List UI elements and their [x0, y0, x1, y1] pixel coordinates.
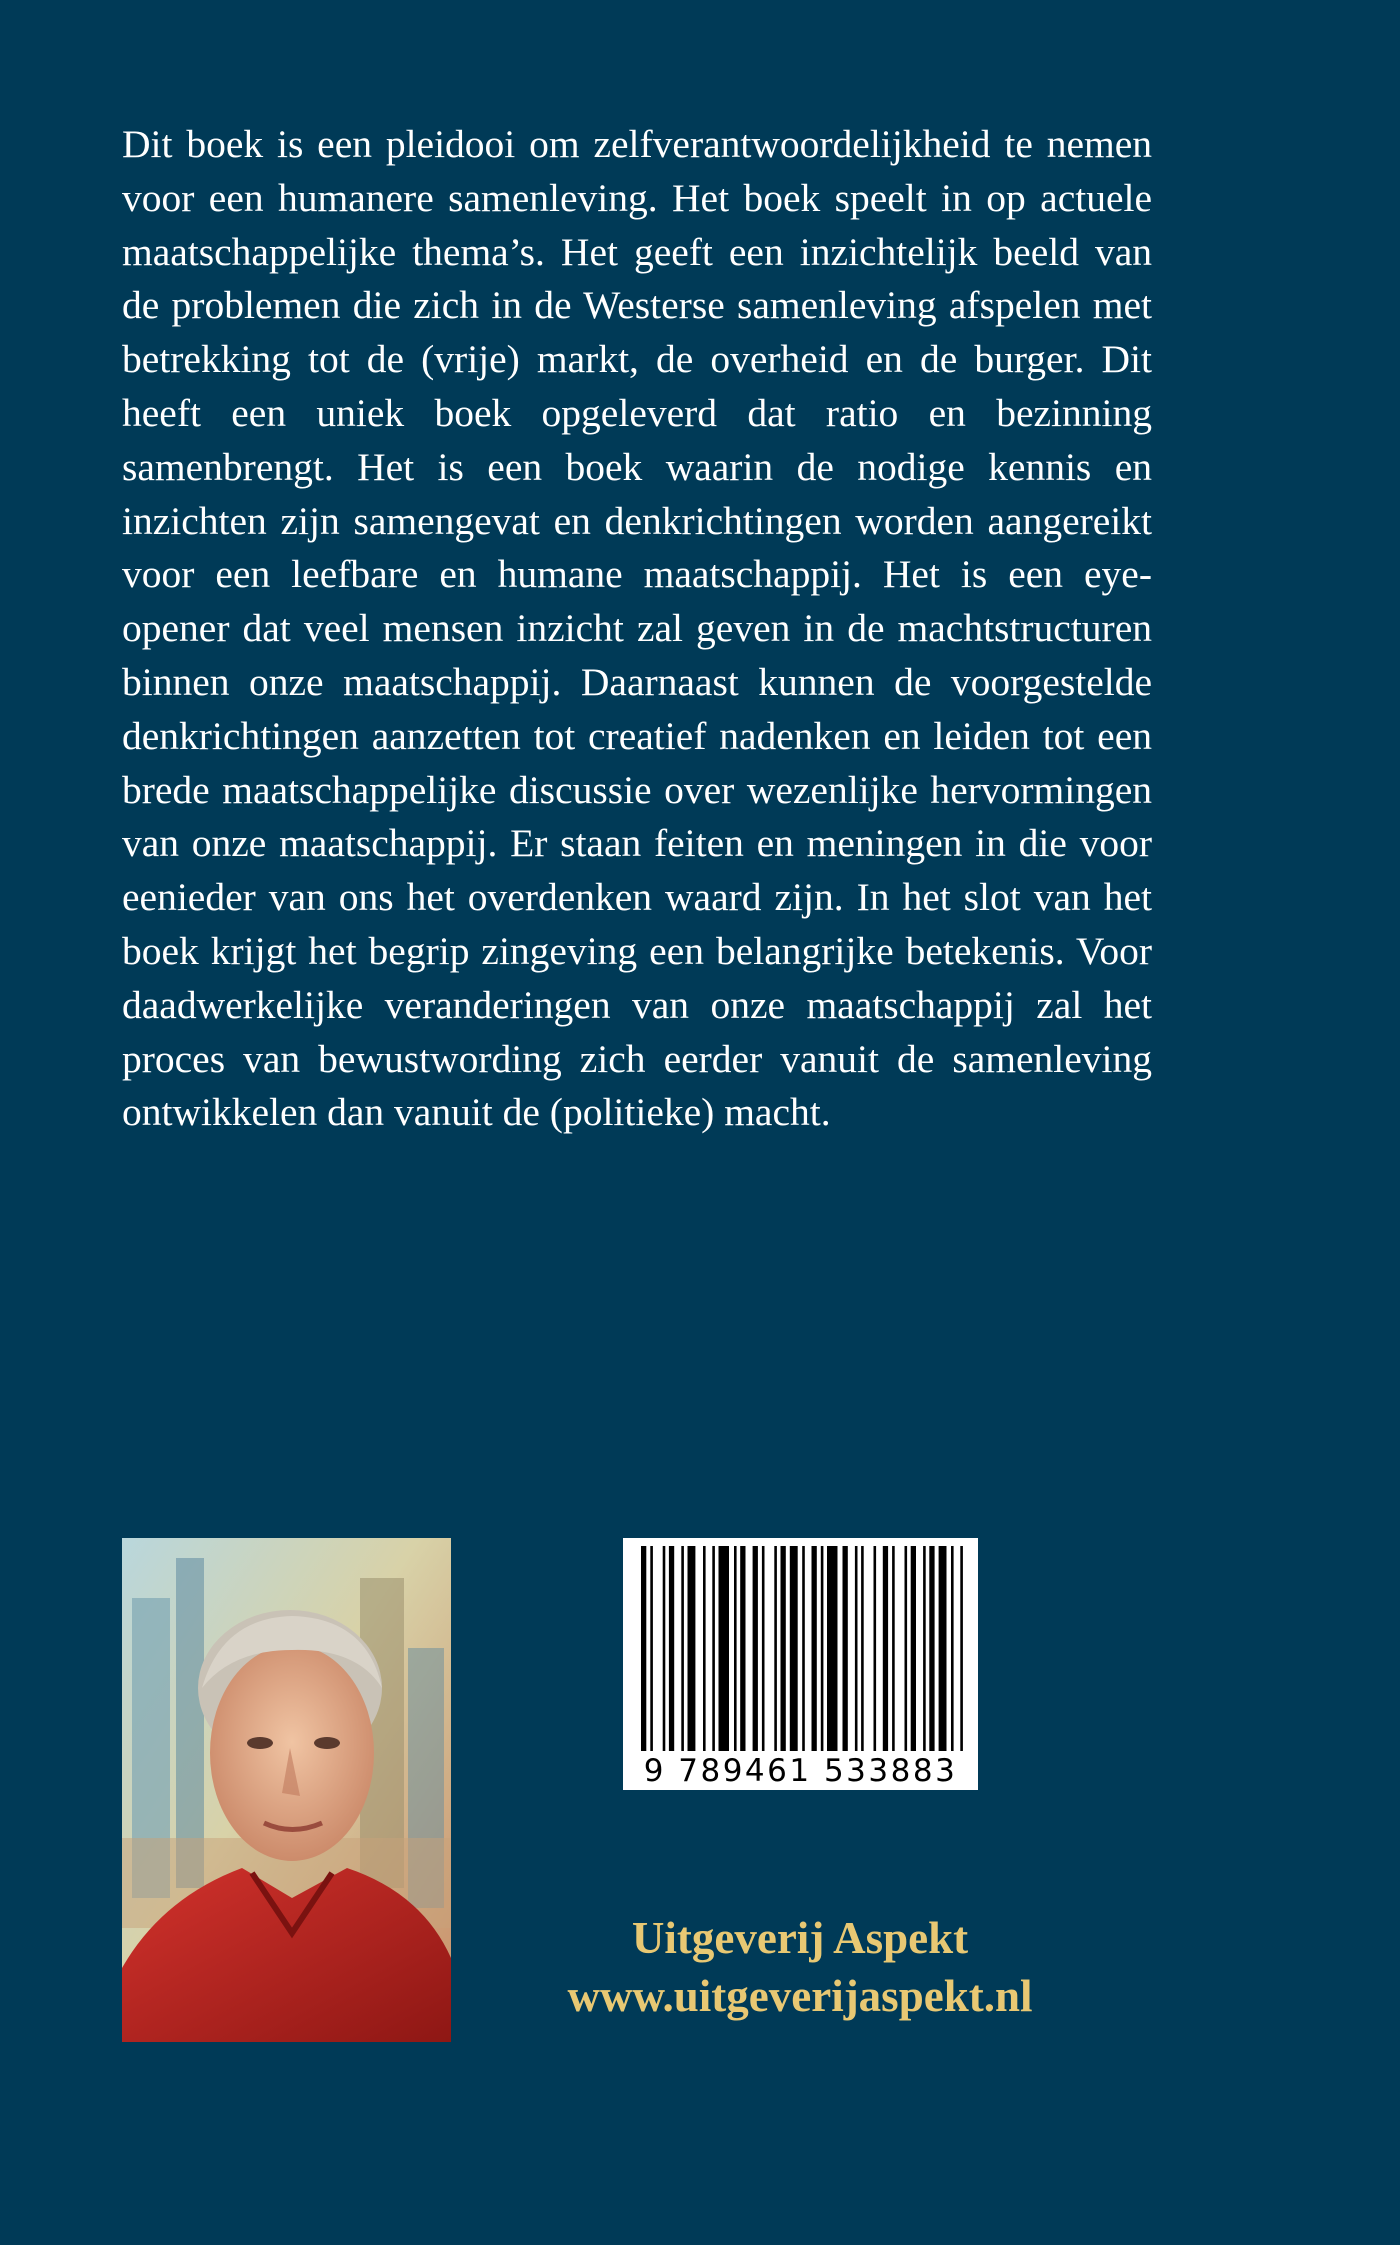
barcode-bar	[929, 1546, 934, 1751]
barcode-bar	[753, 1546, 758, 1751]
isbn-digits: 9 789461 533883	[643, 1753, 958, 1789]
barcode-bar	[762, 1546, 765, 1751]
barcode-bar	[681, 1546, 684, 1751]
barcode-bar	[923, 1546, 926, 1751]
barcode-bar	[669, 1546, 674, 1751]
barcode-bar	[812, 1546, 817, 1751]
isbn-barcode	[623, 1538, 978, 1790]
barcode-bar	[802, 1546, 805, 1751]
barcode-bar	[855, 1546, 858, 1751]
publisher-name: Uitgeverij Aspekt	[631, 1913, 969, 1963]
barcode-bar	[740, 1546, 745, 1751]
barcode-bar	[911, 1546, 916, 1751]
barcode-bar	[843, 1546, 848, 1751]
barcode-bar	[688, 1546, 696, 1751]
blurb-text: Dit boek is een pleidooi om zelfverantwoordelijkheid te nemen voor een humanere samenleving. Het boek speelt in op actuele maatschappelijke thema’s. Het geeft een inzichtelijk beeld van de problemen die zich in de Westerse samenleving afspelen met betrekking tot de (vrije) markt, de overheid en de burger. Dit heeft een uniek boek opgeleverd dat ratio en bezinning samenbrengt. Het is een boek waarin de nodige kennis en inzichten zijn samengevat en denkrichtingen worden aangereikt voor een leefbare en humane maatschappij. Het is een eye-opener dat veel mensen inzicht zal geven in de machtstructuren binnen onze maatschappij. Daarnaast kunnen de voorgestelde denkrichtingen aanzetten tot creatief nadenken en leiden tot een brede maatschappelijke discussie over wezenlijke hervormingen van onze maatschappij. Er staan feiten en meningen in die voor eenieder van ons het overdenken waard zijn. In het slot van het boek krijgt het begrip zingeving een belangrijke betekenis. Voor daadwerkelijke veranderingen van onze maatschappij zal het proces van bewustwording zich eerder vanuit de samenleving ontwikkelen dan vanuit de (politieke) macht.	[122, 122, 1152, 1135]
barcode-bar	[790, 1546, 798, 1751]
barcode-bar	[641, 1546, 646, 1751]
publisher-url: www.uitgeverijaspekt.nl	[567, 1971, 1033, 2021]
barcode-bar	[712, 1546, 715, 1751]
barcode-bar	[905, 1546, 908, 1751]
barcode-bar	[861, 1546, 864, 1751]
barcode-bar	[774, 1546, 777, 1751]
barcode-bar	[827, 1546, 838, 1751]
barcode-bar	[781, 1546, 786, 1751]
barcode-bar	[663, 1546, 666, 1751]
barcode-bar	[874, 1546, 877, 1751]
barcode-bar	[734, 1546, 737, 1751]
barcode-bar	[960, 1546, 963, 1751]
barcode-bar	[951, 1546, 954, 1751]
barcode-bar	[703, 1546, 706, 1751]
barcode-bar	[719, 1546, 730, 1751]
barcode-bar	[883, 1546, 888, 1751]
barcode-bar	[650, 1546, 653, 1751]
barcode-bar	[892, 1546, 895, 1751]
author-photo	[122, 1538, 451, 2042]
barcode-bar	[821, 1546, 824, 1751]
barcode-bar	[939, 1546, 947, 1751]
